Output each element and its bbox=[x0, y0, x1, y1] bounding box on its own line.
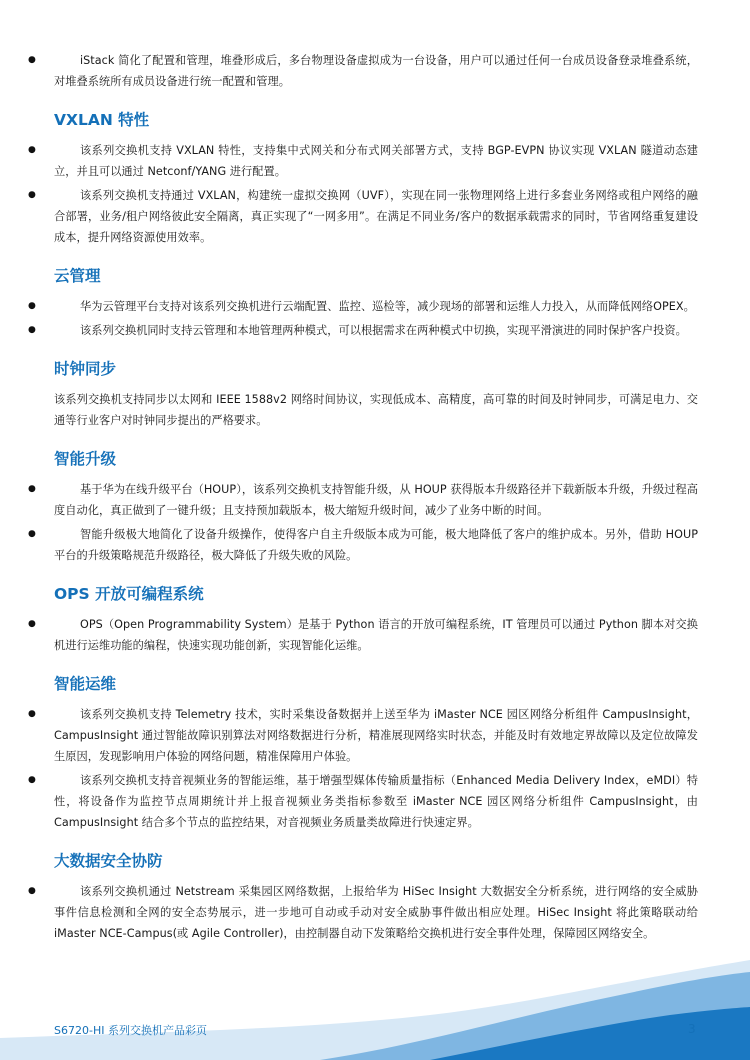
upgrade-heading: 智能升级 bbox=[54, 450, 117, 468]
upgrade-bullet-2: ● 智能升级极大地简化了设备升级操作，使得客户自主升级版本成为可能，极大地降低了客户的维护成本。另外，借助 HOUP平台的升级策略规范升级路径，极大降低了升级失败的风险。 bbox=[54, 524, 698, 566]
intro-section bbox=[54, 50, 698, 92]
oam-bullet-1: ● 该系列交换机支持 Telemetry 技术，实时采集设备数据并上送至华为 iMaster NCE 园区网络分析组件 CampusInsight，CampusInsight 通过智能故障识别算法对网络数据进行分析，精准展现网络实时状态，并能及时有效地定界故障以及定位故障发生原因，发现影响用户体验的网络问题，精准保障用户体验。 bbox=[54, 704, 698, 767]
vxlan-bullet-1: ● 该系列交换机支持 VXLAN 特性，支持集中式网关和分布式网关部署方式，支持 BGP-EVPN 协议实现 VXLAN 隧道动态建立，并且可以通过 Netconf/YANG 进行配置。 bbox=[54, 140, 698, 182]
vxlan-bullet-2: ● 该系列交换机支持通过 VXLAN，构建统一虚拟交换网（UVF），实现在同一张物理网络上进行多套业务网络或租户网络的融合部署，业务/租户网络彼此安全隔离，真正实现了“一网多用”。在满足不同业务/客户的数据承载需求的同时，节省网络重复建设成本，提升网络资源使用效率。 bbox=[54, 185, 698, 248]
ops-section bbox=[54, 584, 698, 656]
page-number: 3 bbox=[688, 1022, 696, 1036]
footer-wave-decoration bbox=[0, 960, 750, 1060]
vxlan-heading: VXLAN 特性 bbox=[54, 111, 150, 129]
oam-bullet-2: ● 该系列交换机支持音视频业务的智能运维，基于增强型媒体传输质量指标（Enhanced Media Delivery Index，eMDI）特性，将设备作为监控节点周期统计并上报音视频业务类指标参数至 iMaster NCE 园区网络分析组件 CampusInsight，由 CampusInsight 结合多个节点的监控结果，对音视频业务质量类故障进行快速定界。 bbox=[54, 770, 698, 833]
bigdata-heading: 大数据安全协防 bbox=[54, 852, 163, 870]
bigdata-bullet-1: ● 该系列交换机通过 Netstream 采集园区网络数据，上报给华为 HiSec Insight 大数据安全分析系统，进行网络的安全威胁事件信息检测和全网的安全态势展示，进一步地可自动或手动对安全威胁事件做出相应处理。HiSec Insight 将此策略联动给 iMaster NCE-Campus(或 Agile Controller)，由控制器自动下发策略给交换机进行安全事件处理，保障园区网络安全。 bbox=[54, 881, 698, 944]
footer-title: S6720-HI 系列交换机产品彩页 bbox=[54, 1024, 207, 1037]
cloud-bullet-1: ● 华为云管理平台支持对该系列交换机进行云端配置、监控、巡检等，减少现场的部署和运维人力投入，从而降低网络OPEX。 bbox=[54, 296, 698, 317]
ops-heading: OPS 开放可编程系统 bbox=[54, 585, 204, 603]
ops-bullet-1: ● OPS（Open Programmability System）是基于 Python 语言的开放可编程系统，IT 管理员可以通过 Python 脚本对交换机进行运维功能的编程，快速实现功能创新，实现智能化运维。 bbox=[54, 614, 698, 656]
intro-bullet-1: ● iStack 简化了配置和管理，堆叠形成后，多台物理设备虚拟成为一台设备，用户可以通过任何一台成员设备登录堆叠系统，对堆叠系统所有成员设备进行统一配置和管理。 bbox=[54, 50, 698, 92]
cloud-bullet-2: ● 该系列交换机同时支持云管理和本地管理两种模式，可以根据需求在两种模式中切换，实现平滑演进的同时保护客户投资。 bbox=[54, 320, 698, 341]
upgrade-bullet-1: ● 基于华为在线升级平台（HOUP），该系列交换机支持智能升级，从 HOUP 获得版本升级路径并下载新版本升级，升级过程高度自动化，真正做到了一键升级；且支持预加载版本，极大缩短升级时间，减少了业务中断的时间。 bbox=[54, 479, 698, 521]
clock-text: 该系列交换机支持同步以太网和 IEEE 1588v2 网络时间协议，实现低成本、高精度，高可靠的时间及时钟同步，可满足电力、交通等行业客户对时钟同步提出的严格要求。 bbox=[54, 393, 698, 427]
oam-heading: 智能运维 bbox=[54, 675, 117, 693]
oam-section bbox=[54, 674, 698, 833]
cloud-heading: 云管理 bbox=[54, 267, 101, 285]
clock-section bbox=[54, 359, 698, 431]
clock-heading: 时钟同步 bbox=[54, 360, 117, 378]
vxlan-section bbox=[54, 110, 698, 248]
cloud-section bbox=[54, 266, 698, 341]
upgrade-section bbox=[54, 449, 698, 566]
bigdata-section bbox=[54, 851, 698, 944]
page-content bbox=[54, 50, 698, 947]
